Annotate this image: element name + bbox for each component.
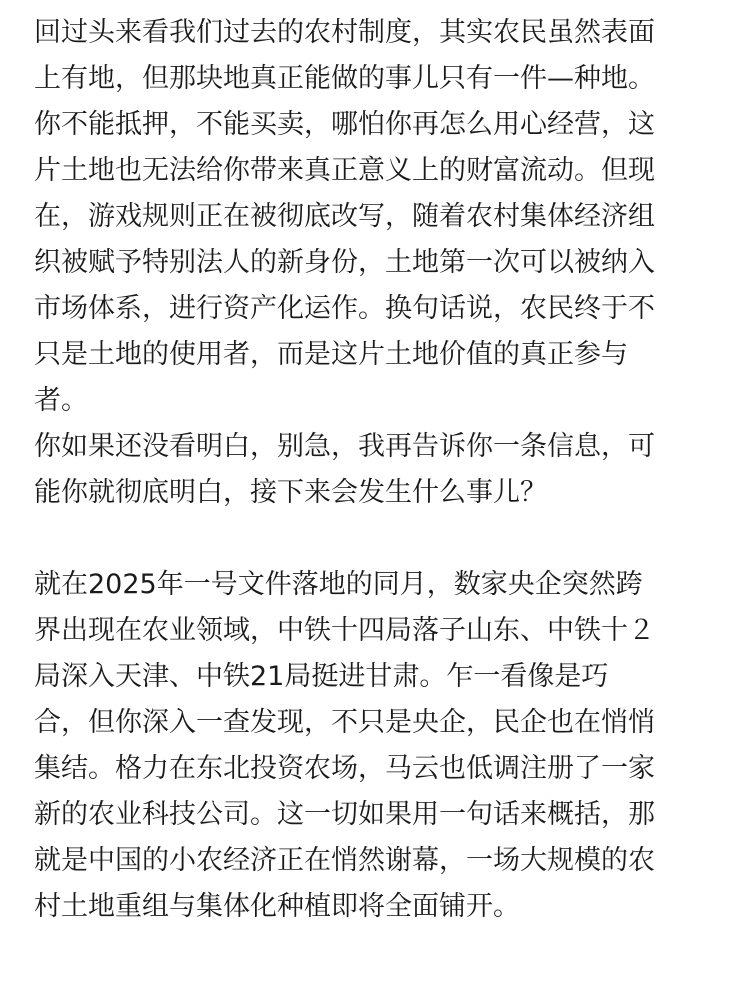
text-line: 市场体系，进行资产化运作。换句话说，农民终于不: [34, 293, 655, 324]
text-line: 只是土地的使用者，而是这片土地价值的真正参与: [34, 339, 628, 370]
text-line: 就是中国的小农经济正在悄然谢幕，一场大规模的农: [34, 845, 655, 876]
text-line: 织被赋予特别法人的新身份，土地第一次可以被纳入: [34, 247, 655, 278]
text-line: 界出现在农业领域，中铁十四局落子山东、中铁十２: [34, 615, 655, 646]
text-line: 新的农业科技公司。这一切如果用一句话来概括，那: [34, 799, 655, 830]
text-line: 者。: [34, 385, 88, 416]
text-line: 就在2025年一号文件落地的同月，数家央企突然跨: [34, 569, 643, 600]
text-line: 能你就彻底明白，接下来会发生什么事儿？: [34, 477, 547, 508]
article-body: [34, 10, 724, 930]
text-line: 局深入天津、中铁21局挺进甘肃。乍一看像是巧: [34, 661, 609, 692]
text-line: 你如果还没看明白，别急，我再告诉你一条信息，可: [34, 431, 655, 462]
paragraph-gap: [34, 516, 724, 562]
text-line: 你不能抵押，不能买卖，哪怕你再怎么用心经营，这: [34, 109, 655, 140]
text-line: 回过头来看我们过去的农村制度，其实农民虽然表面: [34, 17, 655, 48]
text-line: 片土地也无法给你带来真正意义上的财富流动。但现: [34, 155, 655, 186]
text-line: 集结。格力在东北投资农场，马云也低调注册了一家: [34, 753, 655, 784]
text-line: 合，但你深入一查发现，不只是央企，民企也在悄悄: [34, 707, 655, 738]
text-line: 上有地，但那块地真正能做的事儿只有一件—种地。: [34, 63, 655, 94]
text-line: 村土地重组与集体化种植即将全面铺开。: [34, 891, 520, 922]
text-line: 在，游戏规则正在被彻底改写，随着农村集体经济组: [34, 201, 655, 232]
